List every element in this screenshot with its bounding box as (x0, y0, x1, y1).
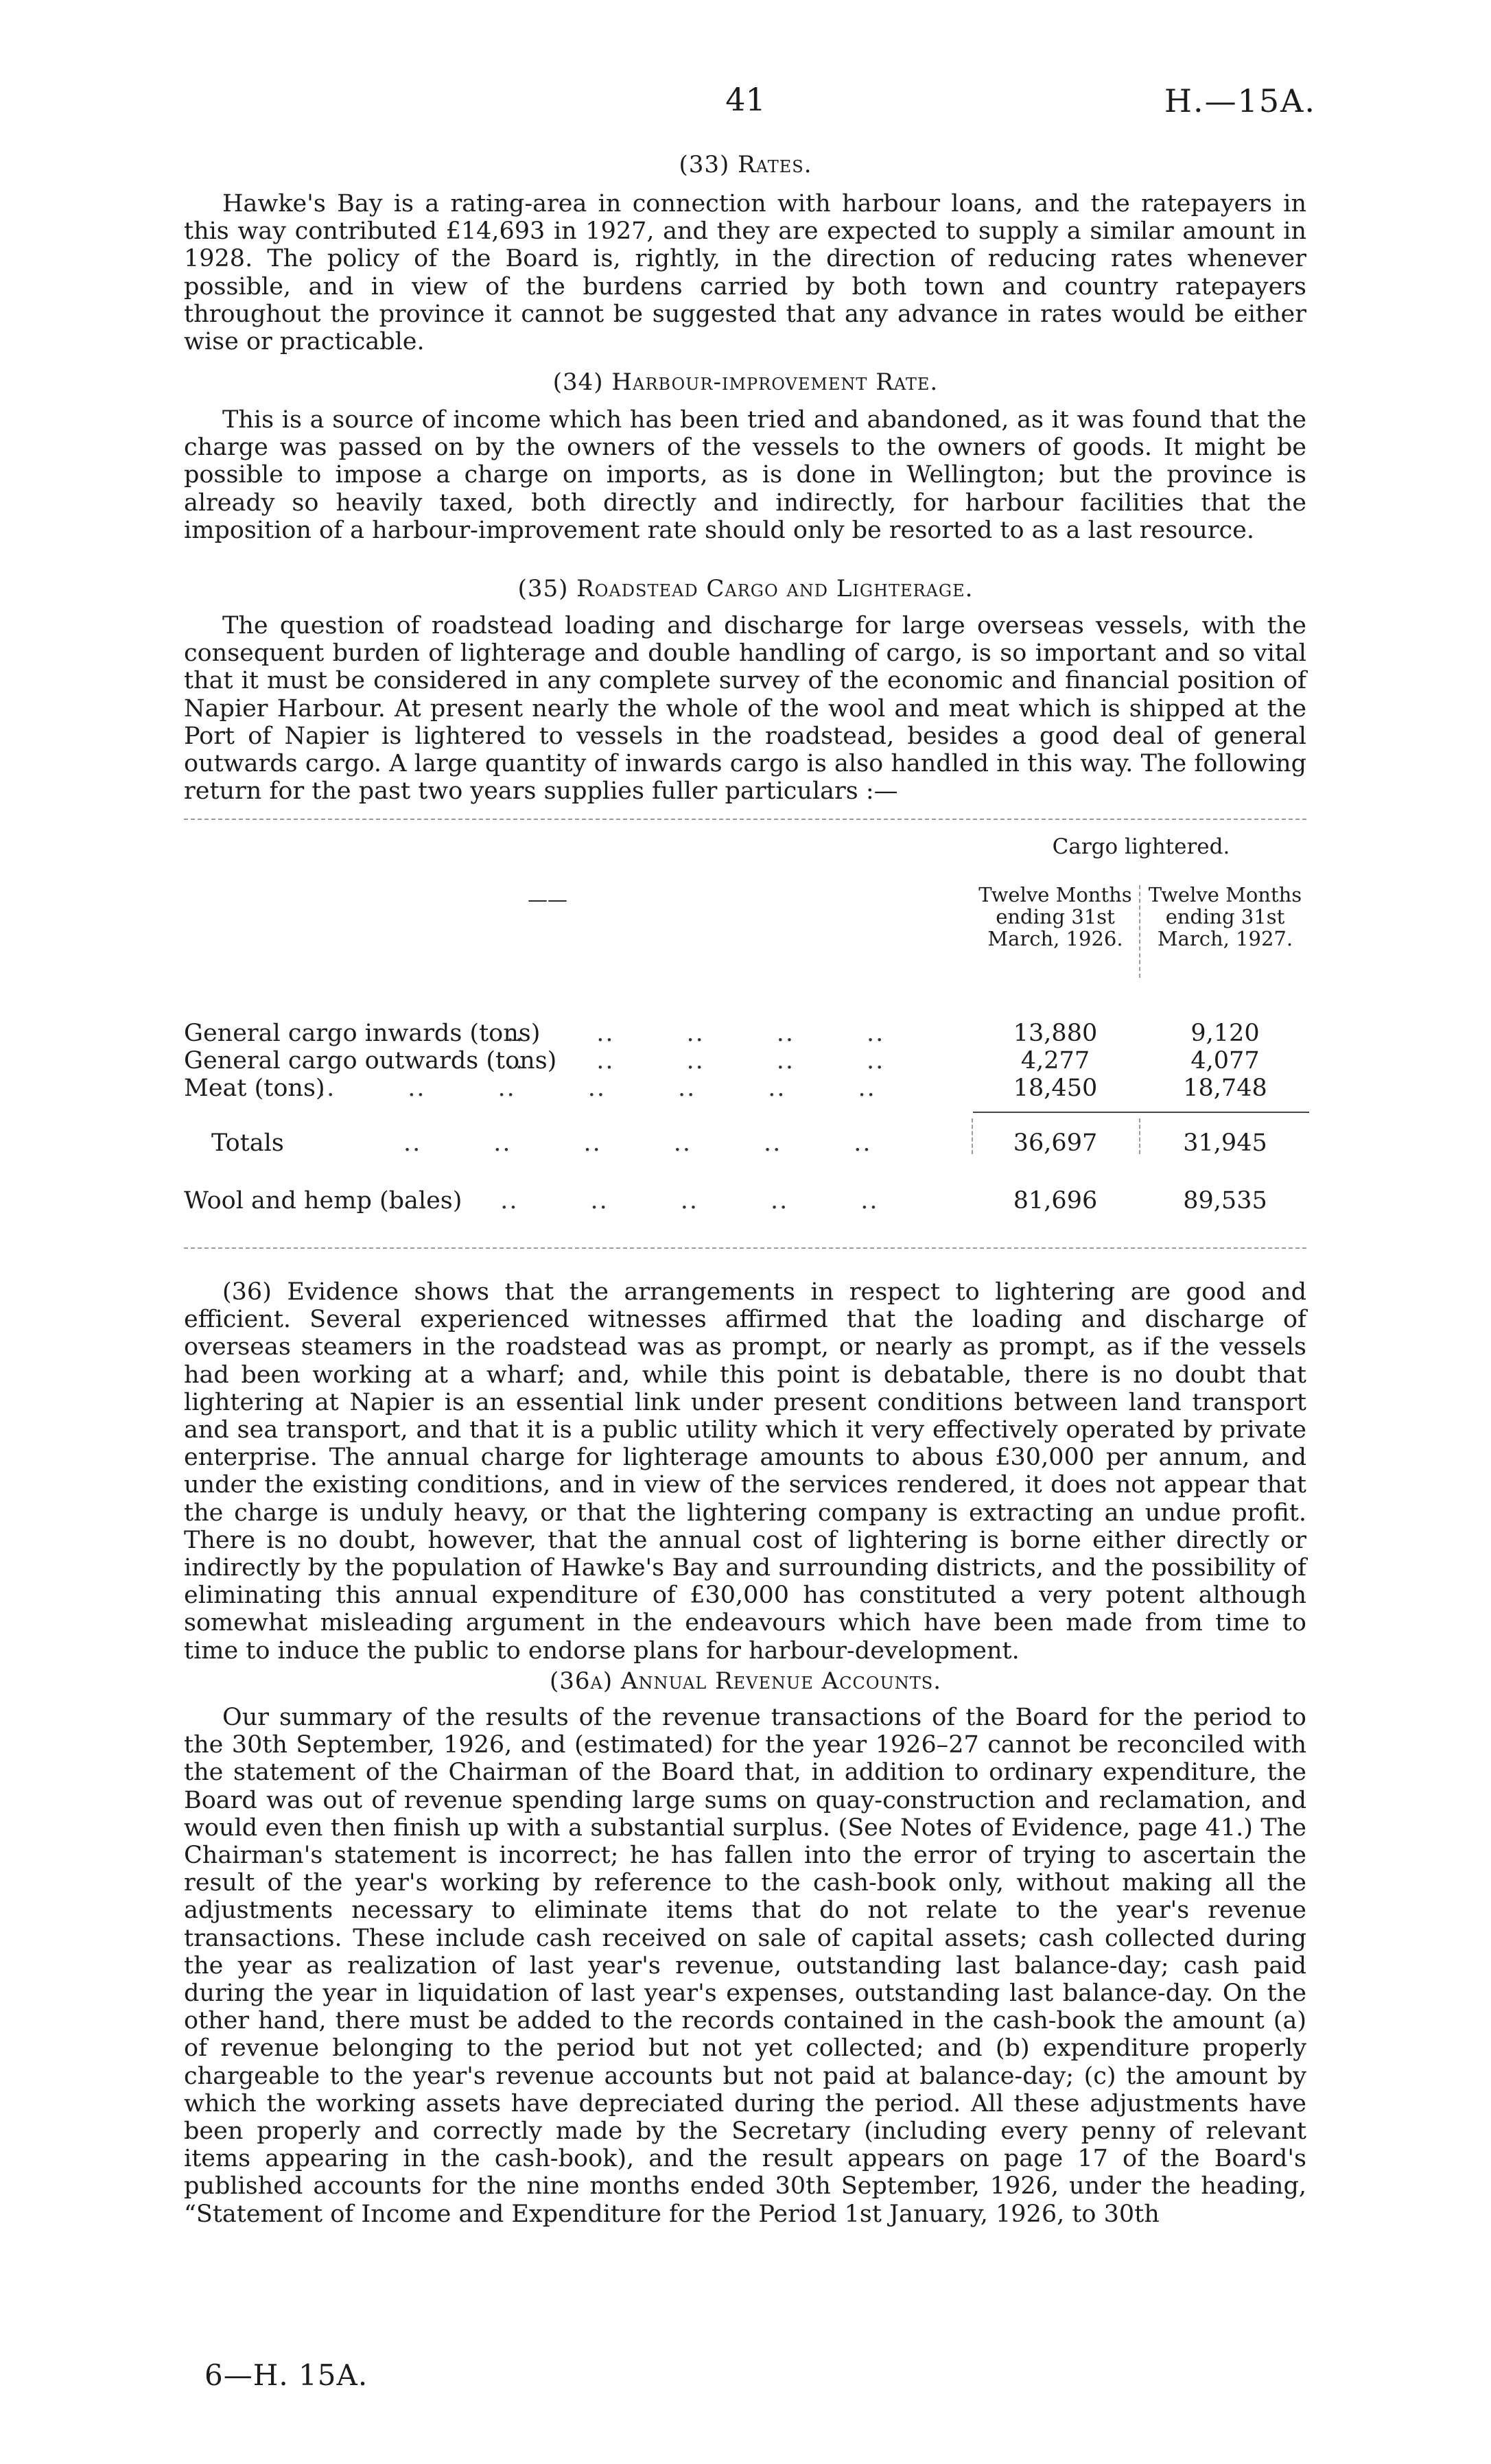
section-heading-annual-revenue-accounts: (36a) Annual Revenue Accounts. (549, 1667, 941, 1695)
leader-dots: .. .. .. .. .. .. (403, 1129, 872, 1157)
section-heading-rates: (33) Rates. (679, 151, 812, 178)
value-1927: 89,535 (1183, 1187, 1267, 1215)
table-group-header: Cargo lightered. (1052, 834, 1230, 859)
row-label: General cargo inwards (tons) (184, 1020, 541, 1047)
totals-rule (973, 1112, 1309, 1113)
table-top-rule (184, 819, 1306, 820)
paragraph-lightering-evidence: (36) Evidence shows that the arrangements in respect to lightering are good and efficient. Several experienced witnesses affirmed that the loading and discharge of overseas steamers in the roadstead was as prompt, or nearly as prompt, as if the vessels had been working at a wharf; and, while this point is debatable, there is no doubt that lightering at Napier is an essential link under present conditions between land transport and sea transport, and that it is a public utility which it very effectively operated by private enterprise. The annual charge for lighterage amounts to abous £30,000 per annum, and under the existing conditions, and in view of the services rendered, it does not appear that the charge is unduly heavy, or that the lightering company is extracting an undue profit. There is no doubt, however, that the annual cost of lightering is borne either directly or indirectly by the population of Hawke's Bay and surrounding districts, and the possibility of eliminating this annual expenditure of £30,000 has constituted a very potent although somewhat misleading argument in the endeavours which have been made from time to time to induce the public to endorse plans for harbour-development. (184, 1278, 1306, 1665)
table-bottom-rule (184, 1247, 1306, 1249)
row-label: General cargo outwards (tons) (184, 1047, 557, 1075)
value-1926: 36,697 (1013, 1129, 1098, 1157)
paragraph-annual-revenue-accounts: Our summary of the results of the revenue transactions of the Board for the period to the 30th September, 1926, and (estimated) for the year 1926–27 cannot be reconciled with the statement of the Chairman of the Board that, in addition to ordinary expenditure, the Board was out of revenue spending large sums on quay-construction and reclamation, and would even then finish up with a substantial surplus. (See Notes of Evidence, page 41.) The Chairman's statement is incorrect; he has fallen into the error of trying to ascertain the result of the year's working by reference to the cash-book only, without making all the adjustments necessary to eliminate items that do not relate to the year's revenue transactions. These include cash received on sale of capital assets; cash collected during the year as realization of last year's revenue, outstanding last balance-day; cash paid during the year in liquidation of last year's expenses, outstanding last balance-day. On the other hand, there must be added to the records contained in the cash-book the amount (a) of revenue belonging to the period but not yet collected; and (b) expenditure properly chargeable to the year's revenue accounts but not paid at balance-day; (c) the amount by which the working assets have depreciated during the period. All these adjustments have been properly and correctly made by the Secretary (including every penny of relevant items appearing in the cash-book), and the result appears on page 17 of the Board's published accounts for the nine months ended 30th September, 1926, under the heading, “Statement of Income and Expenditure for the Period 1st January, 1926, to 30th (184, 1704, 1306, 2228)
table-row (184, 1020, 1309, 1050)
value-1927: 18,748 (1183, 1075, 1267, 1102)
table-row-wool (184, 1187, 1309, 1217)
leader-dots: .. .. .. .. .. .. .. (318, 1075, 876, 1102)
leader-dots: .. .. .. .. .. (506, 1020, 885, 1047)
row-label: Totals (211, 1129, 284, 1157)
paragraph-rates: Hawke's Bay is a rating-area in connection with harbour loans, and the ratepayers in this way contributed £14,693 in 1927, and they are expected to supply a similar amount in 1928. The policy of the Board is, rightly, in the direction of reducing rates whenever possible, and in view of the burdens carried by both town and country ratepayers throughout the province it cannot be suggested that any advance in rates would be either wise or practicable. (184, 190, 1306, 356)
leader-dots: .. .. .. .. .. .. (410, 1187, 879, 1215)
value-1927: 9,120 (1190, 1020, 1260, 1047)
table-row-totals (184, 1129, 1309, 1160)
value-1927: 31,945 (1183, 1129, 1267, 1157)
row-label: Meat (tons) (184, 1075, 325, 1102)
paragraph-roadstead-cargo: The question of roadstead loading and discharge for large overseas vessels, with the consequent burden of lighterage and double handling of cargo, is so important and so vital that it must be considered in any complete survey of the economic and financial position of Napier Harbour. At present nearly the whole of the wool and meat which is shipped at the Port of Napier is lightered to vessels in the roadstead, besides a good deal of general outwards cargo. A large quantity of inwards cargo is also handled in this way. The following return for the past two years supplies fuller particulars :— (184, 612, 1306, 806)
value-1926: 81,696 (1013, 1187, 1098, 1215)
table-row (184, 1075, 1309, 1105)
totals-divider-left (972, 1118, 973, 1154)
value-1926: 4,277 (1020, 1047, 1090, 1075)
paragraph-harbour-improvement-rate: This is a source of income which has been tried and abandoned, as it was found that the charge was passed on by the owners of the vessels to the owners of goods. It might be possible to impose a charge on imports, as is done in Wellington; but the province is already so heavily taxed, both directly and indirectly, for harbour facilities that the imposition of a harbour-improvement rate should only be resorted to as a last resource. (184, 406, 1306, 544)
leader-dots: .. .. .. .. .. (506, 1047, 885, 1075)
table-header-divider (1139, 885, 1140, 978)
document-reference: H.—15A. (1164, 82, 1316, 119)
totals-divider-mid (1139, 1118, 1140, 1154)
value-1927: 4,077 (1190, 1047, 1260, 1075)
table-col-1926-header: Twelve Months ending 31st March, 1926. (978, 883, 1132, 950)
row-label: Wool and hemp (bales) (184, 1187, 462, 1215)
printer-signature: 6—H. 15A. (204, 2358, 368, 2392)
table-col-1927-header: Twelve Months ending 31st March, 1927. (1148, 883, 1302, 950)
value-1926: 18,450 (1013, 1075, 1098, 1102)
table-stub-header: —— (528, 888, 567, 911)
section-heading-harbour-improvement-rate: (34) Harbour-improvement Rate. (552, 368, 939, 396)
table-row (184, 1047, 1309, 1077)
page-number: 41 (725, 81, 766, 118)
section-heading-roadstead-cargo: (35) Roadstead Cargo and Lighterage. (517, 575, 974, 602)
value-1926: 13,880 (1013, 1020, 1098, 1047)
